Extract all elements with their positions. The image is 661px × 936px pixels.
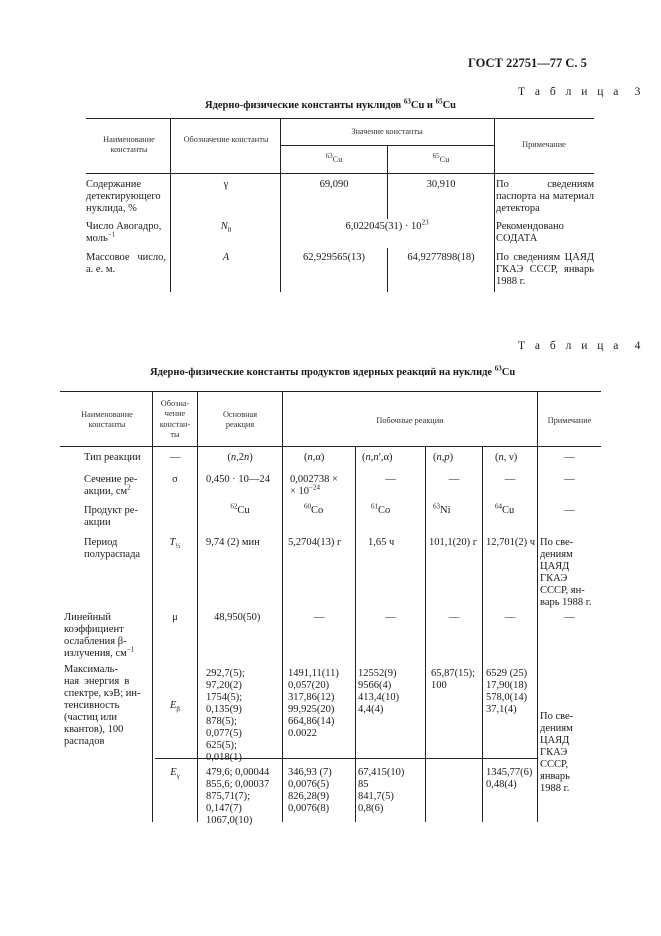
t3-col-name: Наименование константы [103, 135, 155, 155]
t3-row2-value: $6,022045(31) \cdot 10^{23}$ [345, 218, 429, 232]
t4-type-r2: (n,n′,α) [362, 452, 393, 463]
t4-halflife-symbol: $T_{\frac{1}{2}}$ [169, 537, 181, 551]
t3-col-note: Примечание [522, 140, 566, 149]
t4-halflife-r3: 101,1(20) г [429, 537, 478, 548]
t3-col-cu65: $^{65}$Cu [432, 152, 450, 164]
t4-mu-r4: — [504, 612, 516, 623]
t3-row3-note: По сведениям ЦАЯД ГКАЭ СССР, январь 1988 г. [496, 252, 594, 288]
t4-product-r3: $^{63}$Ni [433, 502, 451, 516]
t4-mu-main: 48,950(50) [214, 612, 261, 623]
t4-product-name: Продукт ре- акции [84, 505, 138, 529]
t4-sigma-r2: — [385, 474, 396, 485]
t4-type-note: — [564, 452, 575, 463]
t4-type-main: (n,2n) [227, 452, 253, 463]
t4-sigma-main: 0,450 · 10—24 [206, 474, 270, 485]
t4-col-name: Наименование константы [81, 410, 133, 430]
t4-col-note: Примечание [547, 416, 592, 425]
table4-label: Т а б л и ц а 4 [518, 340, 644, 352]
t4-sigma-r1: 0,002738 × × $10^{-24}$ [290, 474, 338, 498]
t3-col-cu63: $^{63}$Cu [325, 152, 343, 164]
t4-egamma-r2: 67,415(10) 85 841,7(5) 0,8(6) [358, 767, 405, 815]
t4-egamma-main: 479,6; 0,00044 855,6; 0,00037 875,71(7); 0,147(7) 1067,0(10) [206, 767, 270, 827]
t4-type-symbol: — [169, 452, 181, 463]
t3-row3-symbol: A [222, 252, 230, 263]
t3-row1-cu63: 69,090 [319, 179, 349, 190]
t4-col-symbol: Обозна- чение констан- ты [159, 399, 191, 440]
t4-sigma-r4: — [504, 474, 516, 485]
page-header: ГОСТ 22751—77 С. 5 [468, 56, 587, 70]
table4-title: Ядерно-физические константы продуктов ядерных реакций на нуклиде $^{63}$Cu [150, 364, 516, 378]
t3-col-value: Значение константы [351, 127, 423, 136]
t4-halflife-r2: 1,65 ч [368, 537, 395, 548]
t4-mu-r3: — [448, 612, 460, 623]
t3-row2-note: Рекомендовано СОДАТА [496, 221, 564, 245]
t4-type-r3: (n,p) [433, 452, 454, 463]
t4-ebeta-r2: 12552(9) 9566(4) 413,4(10) 4,4(4) [358, 668, 400, 716]
t3-row1-name: Содержание детектирующего нуклида, % [86, 179, 161, 215]
t4-sigma-r3: — [448, 474, 460, 485]
t3-row1-symbol: γ [223, 179, 229, 190]
t4-product-main: $^{62}$Cu [230, 502, 250, 516]
t4-ebeta-r4: 6529 (25) 17,90(18) 578,0(14) 37,1(4) [486, 668, 528, 716]
t4-type-r1: (n,α) [304, 452, 325, 463]
t3-row1-note: По сведениям паспорта на материал детектора [496, 179, 594, 215]
t4-type-r4: (n, ν) [495, 452, 518, 463]
t4-egamma-symbol: $E_\gamma$ [170, 767, 180, 781]
t4-ebeta-r1: 1491,11(11) 0,057(20) 317,86(12) 99,925(20) 664,86(14) 0.0022 [288, 668, 339, 740]
t4-mu-name: Линейный коэффициент ослабления β- излучения, $см^{-1}$ [64, 612, 135, 660]
t4-halflife-main: 9,74 (2) мин [206, 537, 260, 548]
t4-product-r1: $^{60}$Co [304, 502, 324, 516]
t4-col-main: Основная реакция [222, 410, 258, 430]
t4-col-side: Побочные реакции [376, 416, 444, 425]
t4-halflife-name: Период полураспада [84, 537, 141, 561]
t4-mu-symbol: μ [172, 612, 178, 623]
t4-mu-r2: — [385, 612, 396, 623]
t3-row2-name: Число Авогадро, моль$^{-1}$ [86, 221, 162, 245]
table3-label: Т а б л и ц а 3 [518, 86, 644, 98]
t4-halflife-r4: 12,701(2) ч [486, 537, 536, 548]
t4-sigma-symbol: σ [172, 474, 178, 485]
t4-type-name: Тип реакции [84, 452, 141, 463]
t4-sigma-note: — [564, 474, 575, 485]
table3-title: Ядерно-физические константы нуклидов $^{63}$Cu и $^{65}$Cu [205, 97, 457, 111]
t4-halflife-r1: 5,2704(13) г [288, 537, 342, 548]
t4-mu-r1: — [313, 612, 325, 623]
t4-egamma-r1: 346,93 (7) 0,0076(5) 826,28(9) 0,0076(8) [288, 767, 332, 815]
t4-mu-note: — [564, 612, 575, 623]
t3-row1-cu65: 30,910 [426, 179, 456, 190]
t4-ebeta-symbol: $E_\beta$ [170, 700, 180, 714]
t4-energy-note: По све- дениям ЦАЯД ГКАЭ СССР, январь 1988 г. [540, 711, 574, 795]
t3-row3-cu65: 64,9277898(18) [407, 252, 475, 263]
t4-sigma-name: Сечение ре- акции, $см^2$ [84, 474, 138, 498]
t4-product-note: — [564, 505, 575, 516]
t4-egamma-r4: 1345,77(6) 0,48(4) [486, 767, 533, 791]
t3-row3-cu63: 62,929565(13) [302, 252, 366, 263]
t3-row3-name: Массовое число, а. е. м. [86, 252, 166, 276]
t4-ebeta-main: 292,7(5); 97,20(2) 1754(5); 0,135(9) 878(5); 0,077(5) 625(5); 0,018(1) [206, 668, 245, 764]
t4-ebeta-r3: 65,87(15); 100 [431, 668, 476, 692]
t3-row2-symbol: $N_0$ [220, 221, 232, 235]
t4-halflife-note: По све- дениям ЦАЯД ГКАЭ СССР, ян- варь 1988 г. [540, 537, 592, 609]
t4-energy-name: Максималь- ная энергия в спектре, кэВ; ин- тенсивность (частиц или квантов), 100 распадов [64, 664, 141, 748]
t3-col-symbol: Обозначение константы [183, 135, 269, 144]
t4-product-r4: $^{64}$Cu [495, 502, 515, 516]
t4-product-r2: $^{61}$Co [371, 502, 391, 516]
